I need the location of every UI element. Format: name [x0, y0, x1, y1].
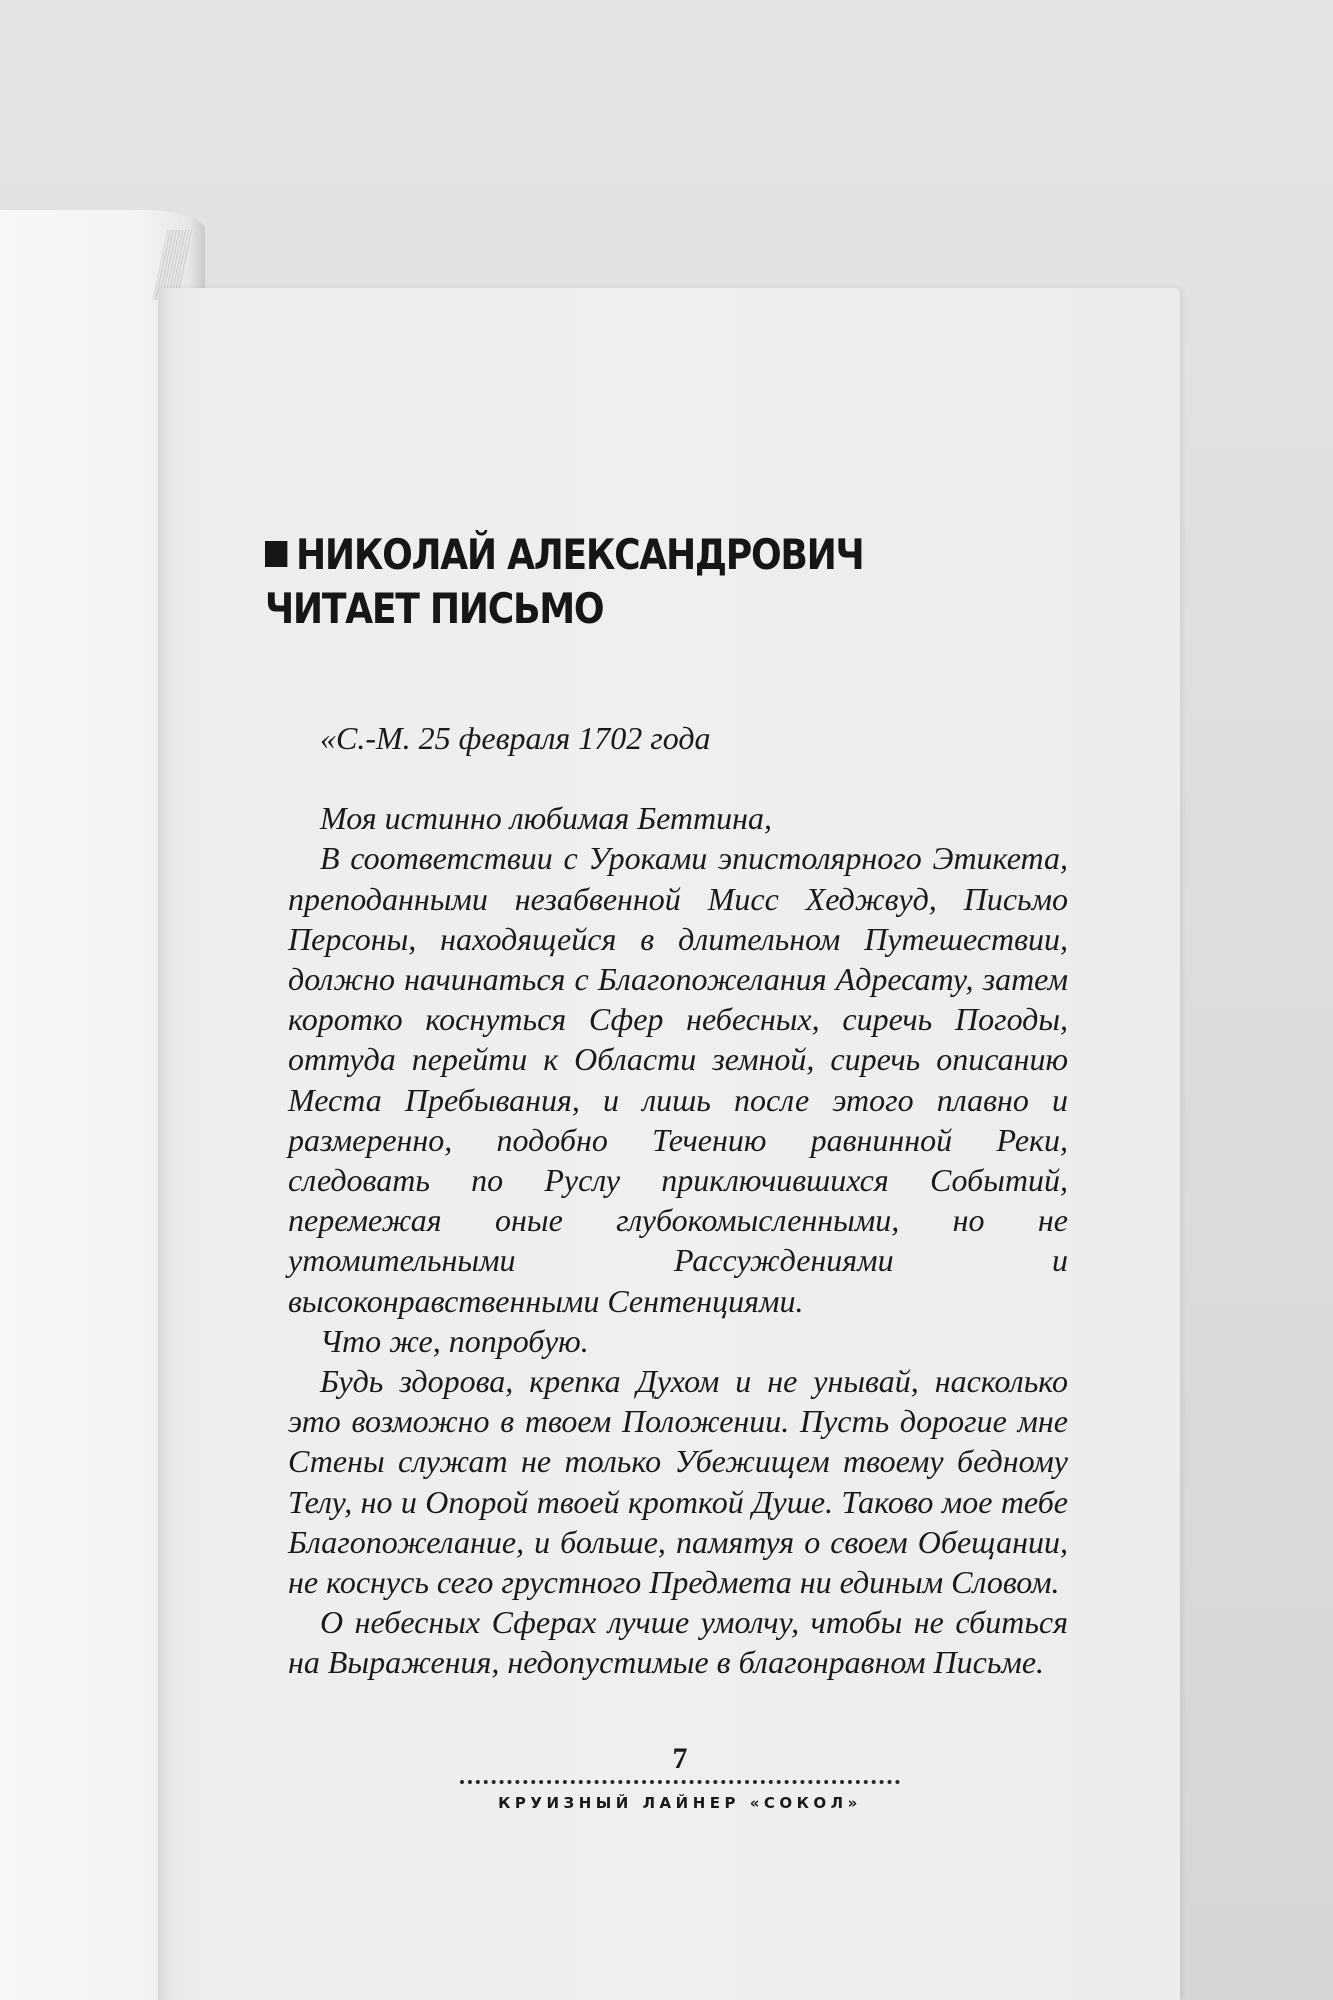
running-title: КРУИЗНЫЙ ЛАЙНЕР «СОКОЛ» [498, 1794, 862, 1812]
page-footer [460, 1744, 900, 1812]
page-number: 7 [672, 1742, 688, 1775]
chapter-heading [265, 528, 863, 636]
letter-paragraph: О небесных Сферах лучше умолчу, чтобы не сбиться на Выражения, недопустимые в благонравном Письме. [288, 1604, 1068, 1681]
dotted-rule [460, 1780, 900, 1784]
square-bullet-icon [265, 541, 287, 567]
letter-paragraph: Что же, попробую. [320, 1322, 589, 1359]
chapter-heading-line-2: ЧИТАЕТ ПИСЬМО [265, 584, 604, 633]
letter-paragraph: Будь здорова, крепка Духом и не унывай, насколько это возможно в твоем Положении. Пусть дорогие мне Стены служат не только Убежищем твоему бедному Телу, но и Опорой твоей кроткой Душе. Таково мое тебе Благопожелание, и больше, памятуя о своем Обещании, не коснусь сего грустного Предмета ни единым Словом. [288, 1363, 1068, 1601]
letter-body [288, 718, 1068, 1683]
letter-paragraph: В соответствии с Уроками эпистолярного Этикета, преподанными незабвенной Мисс Хеджвуд, Письмо Персоны, находящейся в длительном Путешествии, должно начинаться с Благопожелания Адресату, затем коротко коснуться Сфер небесных, сиречь Погоды, оттуда перейти к Области земной, сиречь описанию Места Пребывания, и лишь после этого плавно и размеренно, подобно Течению равнинной Реки, следовать по Руслу приключившихся Событий, перемежая оные глубокомысленными, но не утомительными Рассуждениями и высоконравственными Сентенциями. [288, 840, 1068, 1319]
chapter-heading-text-1: НИКОЛАЙ АЛЕКСАНДРОВИЧ [295, 530, 864, 579]
letter-dateline: «С.-М. 25 февраля 1702 года [320, 720, 711, 756]
letter-salutation: Моя истинно любимая Беттина, [320, 800, 772, 837]
chapter-heading-line-1 [265, 528, 863, 582]
